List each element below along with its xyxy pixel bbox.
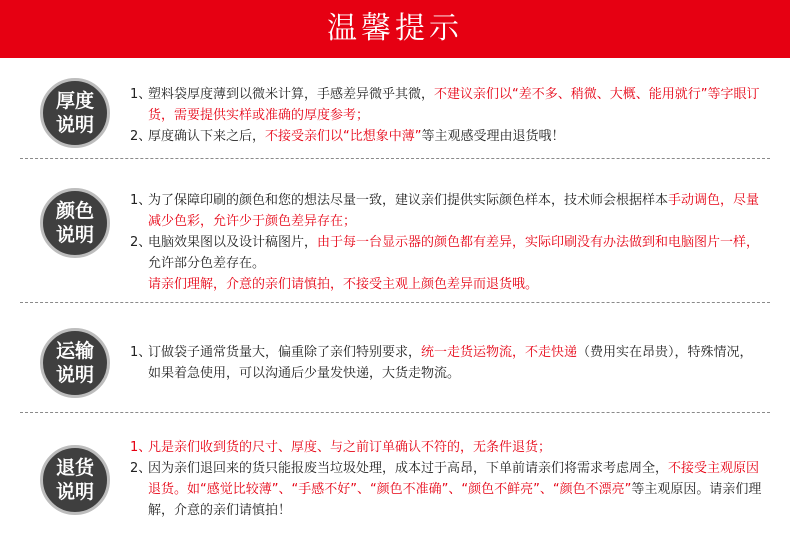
badge-line: 运输: [55, 340, 94, 362]
section-returns-text: [130, 437, 765, 521]
list-item: [130, 190, 765, 232]
badge-thickness: [40, 78, 110, 148]
badge-line: 说明: [55, 114, 94, 136]
list-item: [130, 84, 765, 126]
section-divider: [20, 158, 770, 159]
item-text: 因为亲们退回来的货只能报废当垃圾处理，成本过于高昂，下单前请亲们将需求考虑周全，: [148, 461, 669, 476]
badge-line: 说明: [55, 481, 94, 503]
section-shipping-text: [130, 342, 765, 384]
badge-line: 说明: [55, 224, 94, 246]
item-text: 订做袋子通常货量大，偏重除了亲们特别要求，: [148, 345, 422, 360]
list-item: [130, 232, 765, 274]
item-text-highlight: 统一走货运物流，不走快递: [421, 345, 578, 360]
item-text-highlight: 不建议亲们以“差不多、稍微、大概、能用就行”等字眼订货，需要提供实样或准确的厚度参考；: [148, 87, 760, 123]
item-text-highlight: 凡是亲们收到货的尺寸、厚度、与之前订单确认不符的，无条件退货；: [148, 440, 552, 455]
item-number: 1、: [130, 440, 152, 455]
item-text-highlight: 不接受亲们以“比想象中薄”: [265, 129, 422, 144]
section-divider: [20, 302, 770, 303]
badge-shipping: [40, 328, 110, 398]
item-text: 允许部分色差存在。: [148, 256, 266, 271]
list-item: [130, 437, 765, 458]
list-item: [130, 458, 765, 521]
header-banner: [0, 0, 790, 58]
section-thickness-text: [130, 84, 765, 147]
badge-line: 退货: [55, 457, 94, 479]
item-number: 2、: [130, 235, 152, 250]
badge-line: 说明: [55, 364, 94, 386]
list-item: [130, 342, 765, 384]
item-number: 1、: [130, 345, 152, 360]
item-number: 2、: [130, 129, 152, 144]
section-divider: [20, 412, 770, 413]
item-text: 为了保障印刷的颜色和您的想法尽量一致，建议亲们提供实际颜色样本，技术师会根据样本: [148, 193, 669, 208]
page-title: 温馨提示: [327, 11, 463, 46]
badge-line: 颜色: [55, 200, 94, 222]
badge-color: [40, 188, 110, 258]
item-number: 1、: [130, 87, 152, 102]
item-text-highlight: 手动调色，尽量减少色彩，允许少于颜色差异存在；: [148, 193, 760, 229]
item-text-highlight: 不接受主观原因退货。如“感觉比较薄”、“手感不好”、“颜色不准确”、“颜色不鲜亮”、“颜色不漂亮”: [148, 461, 760, 497]
badge-line: 厚度: [55, 90, 94, 112]
item-text: 等主观感受理由退货哦！: [421, 129, 565, 144]
item-text: （费用实在昂贵），特殊情况，如果着急使用，可以沟通后少量发快递，大货走物流。: [148, 345, 753, 381]
item-number: 1、: [130, 193, 152, 208]
item-text: 厚度确认下来之后，: [148, 129, 266, 144]
section-note: 请亲们理解，介意的亲们请慎拍，不接受主观上颜色差异而退货哦。: [148, 277, 539, 292]
section-color-text: [130, 190, 765, 295]
item-number: 2、: [130, 461, 152, 476]
list-item: [130, 126, 765, 147]
item-text: 等主观原因。请亲们理解，介意的亲们请慎拍！: [148, 482, 762, 518]
item-text: 电脑效果图以及设计稿图片，: [148, 235, 318, 250]
item-text: 塑料袋厚度薄到以微米计算，手感差异微乎其微，: [148, 87, 435, 102]
item-text-highlight: 由于每一台显示器的颜色都有差异，实际印刷没有办法做到和电脑图片一样，: [317, 235, 760, 250]
badge-returns: [40, 445, 110, 515]
